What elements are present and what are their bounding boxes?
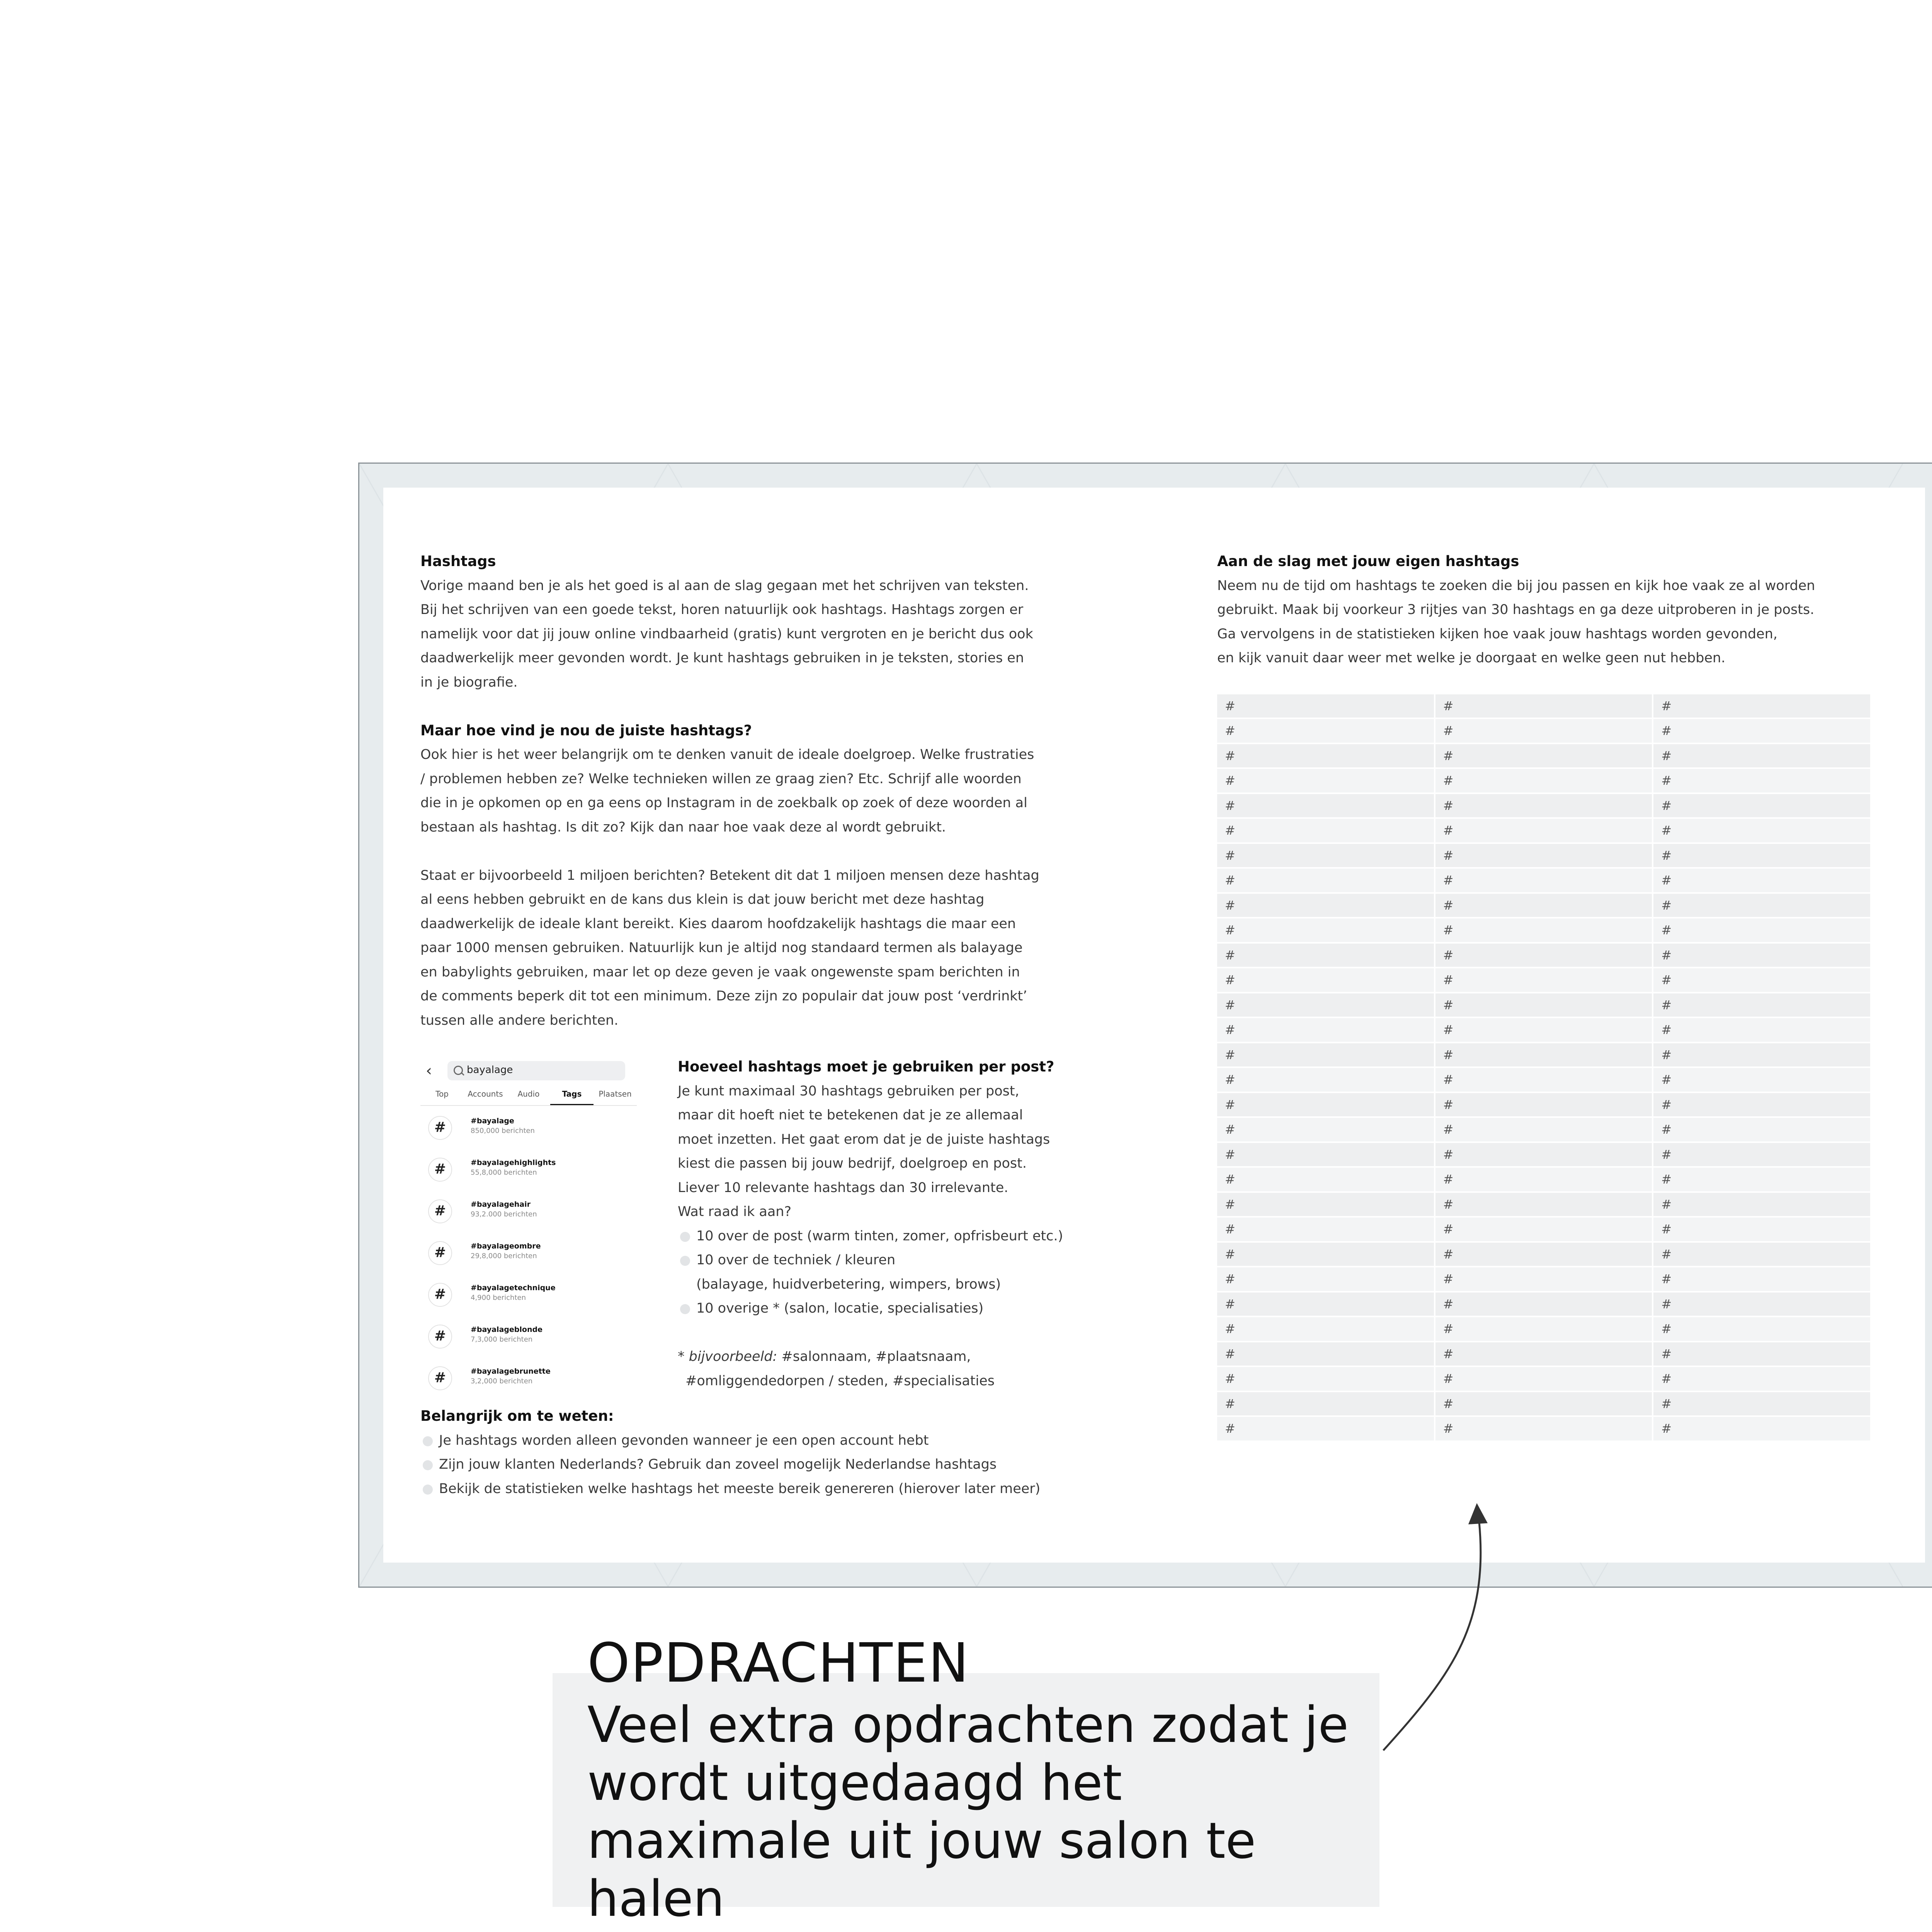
bullet-item: 10 overige * (salon, locatie, specialisaties) xyxy=(678,1296,1087,1321)
table-row xyxy=(1217,1417,1870,1442)
hashtag-icon: # xyxy=(428,1158,452,1182)
hashtag-icon: # xyxy=(428,1283,452,1307)
table-row xyxy=(1217,844,1870,869)
hashtag-cell[interactable]: # xyxy=(1653,894,1870,917)
hashtag-cell[interactable]: # xyxy=(1435,719,1652,743)
hashtag-cell[interactable]: # xyxy=(1653,769,1870,793)
hashtag-cell[interactable]: # xyxy=(1653,1168,1870,1191)
right-page xyxy=(1217,549,1874,1442)
tag-name: #bayalageombre xyxy=(471,1242,541,1250)
text-line: Vorige maand ben je als het goed is al aan de slag gegaan met het schrijven van teksten. xyxy=(420,578,1029,594)
hashtag-cell[interactable]: # xyxy=(1435,819,1652,842)
text-line: al eens hebben gebruikt en de kans dus klein is dat jouw bericht met deze hashtag xyxy=(420,892,985,907)
text-line: gebruikt. Maak bij voorkeur 3 rijtjes van 30 hashtags en ga deze uitproberen in je posts. xyxy=(1217,602,1815,617)
tag-count: 7,3,000 berichten xyxy=(471,1335,533,1344)
hashtag-cell[interactable]: # xyxy=(1217,844,1434,867)
hashtag-cell[interactable]: # xyxy=(1653,1143,1870,1167)
hashtag-cell[interactable]: # xyxy=(1653,844,1870,867)
table-row xyxy=(1217,1392,1870,1417)
tag-count: 29,8,000 berichten xyxy=(471,1252,537,1260)
hashtag-cell[interactable]: # xyxy=(1653,719,1870,743)
text-line: de comments beperk dit tot een minimum. Deze zijn zo populair dat jouw post ‘verdrinkt’ xyxy=(420,988,1027,1004)
hashtag-cell[interactable]: # xyxy=(1217,819,1434,842)
left-page xyxy=(420,549,1085,1501)
tab-audio: Audio xyxy=(517,1089,540,1099)
hashtag-cell[interactable]: # xyxy=(1653,1218,1870,1241)
bullet-item: 10 over de post (warm tinten, zomer, opfrisbeurt etc.) xyxy=(678,1224,1087,1248)
hashtag-cell[interactable]: # xyxy=(1653,1243,1870,1266)
text-line: daadwerkelijk de ideale klant bereikt. Kies daarom hoofdzakelijk hashtags die maar een xyxy=(420,916,1016,932)
tab-plaatsen: Plaatsen xyxy=(599,1089,632,1099)
hashtag-icon: # xyxy=(428,1199,452,1223)
hashtag-cell[interactable]: # xyxy=(1435,1317,1652,1341)
how-many-bullets xyxy=(678,1224,1087,1321)
hashtag-cell[interactable]: # xyxy=(1653,1342,1870,1366)
table-row xyxy=(1217,1143,1870,1168)
hashtag-cell[interactable]: # xyxy=(1653,968,1870,992)
text-line: in je biografie. xyxy=(420,674,518,690)
example-note-line2: #omliggendedorpen / steden, #specialisaties xyxy=(685,1373,995,1389)
table-row xyxy=(1217,944,1870,969)
tag-name: #bayalage xyxy=(471,1117,514,1125)
text-line: die in je opkomen op en ga eens op Instagram in de zoekbalk op zoek of deze woorden al xyxy=(420,795,1027,811)
hashtag-cell[interactable]: # xyxy=(1653,744,1870,768)
hashtag-cell[interactable]: # xyxy=(1217,1018,1434,1042)
tag-result-row xyxy=(420,1273,637,1315)
hashtag-cell[interactable]: # xyxy=(1435,1218,1652,1241)
hashtag-cell[interactable]: # xyxy=(1217,1392,1434,1416)
table-row xyxy=(1217,993,1870,1019)
tag-count: 3,2,000 berichten xyxy=(471,1377,533,1385)
table-row xyxy=(1217,968,1870,993)
hashtag-worksheet-table xyxy=(1217,694,1870,1442)
tag-count: 55,8,000 berichten xyxy=(471,1168,537,1177)
hashtag-cell[interactable]: # xyxy=(1217,869,1434,892)
hashtag-cell[interactable]: # xyxy=(1217,1417,1434,1440)
hashtag-cell[interactable]: # xyxy=(1217,1218,1434,1241)
hashtag-cell[interactable]: # xyxy=(1653,1367,1870,1391)
table-row xyxy=(1217,1043,1870,1068)
hashtag-cell[interactable]: # xyxy=(1653,1043,1870,1067)
tag-result-row xyxy=(420,1356,637,1398)
hashtag-cell[interactable]: # xyxy=(1435,1168,1652,1191)
hashtag-cell[interactable]: # xyxy=(1217,1317,1434,1341)
hashtag-cell[interactable]: # xyxy=(1435,794,1652,818)
hashtag-cell[interactable]: # xyxy=(1217,1068,1434,1092)
spread-page xyxy=(383,488,1925,1563)
table-row xyxy=(1217,1267,1870,1293)
tag-result-row xyxy=(420,1106,637,1148)
hashtag-cell[interactable]: # xyxy=(1217,769,1434,793)
own-hashtags-heading: Aan de slag met jouw eigen hashtags xyxy=(1217,553,1519,570)
hashtag-icon: # xyxy=(428,1366,452,1390)
text-line: / problemen hebben ze? Welke technieken willen ze graag zien? Etc. Schrijf alle woorden xyxy=(420,771,1022,787)
table-row xyxy=(1217,1293,1870,1318)
hashtag-cell[interactable]: # xyxy=(1217,968,1434,992)
text-line: Wat raad ik aan? xyxy=(678,1204,792,1219)
hashtag-icon: # xyxy=(428,1241,452,1265)
back-arrow-icon: ‹ xyxy=(426,1062,432,1080)
hashtag-cell[interactable]: # xyxy=(1653,993,1870,1017)
text-line: Neem nu de tijd om hashtags te zoeken die bij jou passen en kijk hoe vaak ze al worden xyxy=(1217,578,1815,594)
hashtag-cell[interactable]: # xyxy=(1217,1093,1434,1117)
instagram-search-screenshot xyxy=(420,1060,637,1400)
hashtag-cell[interactable]: # xyxy=(1217,694,1434,718)
hashtag-cell[interactable]: # xyxy=(1435,1143,1652,1167)
hashtag-cell[interactable]: # xyxy=(1217,894,1434,917)
text-line: Ga vervolgens in de statistieken kijken hoe vaak jouw hashtags worden gevonden, xyxy=(1217,626,1778,642)
hashtag-cell[interactable]: # xyxy=(1217,719,1434,743)
hashtag-cell[interactable]: # xyxy=(1435,1093,1652,1117)
hashtag-cell[interactable]: # xyxy=(1435,1243,1652,1266)
hashtag-cell[interactable]: # xyxy=(1435,1342,1652,1366)
hashtag-cell[interactable]: # xyxy=(1435,1068,1652,1092)
tag-count: 850,000 berichten xyxy=(471,1127,535,1135)
find-hashtags-paragraph xyxy=(420,743,1085,839)
hashtag-cell[interactable]: # xyxy=(1653,1193,1870,1216)
hashtag-cell[interactable]: # xyxy=(1435,869,1652,892)
text-line: Bij het schrijven van een goede tekst, horen natuurlijk ook hashtags. Hashtags zorgen er xyxy=(420,602,1024,617)
tag-name: #bayalagetechnique xyxy=(471,1284,556,1292)
text-line: namelijk voor dat jij jouw online vindbaarheid (gratis) kunt vergroten en je bericht dus ook xyxy=(420,626,1033,642)
find-hashtags-heading: Maar hoe vind je nou de juiste hashtags? xyxy=(420,722,752,739)
search-query: bayalage xyxy=(467,1064,513,1076)
hashtag-cell[interactable]: # xyxy=(1653,1417,1870,1440)
hashtag-cell[interactable]: # xyxy=(1435,993,1652,1017)
own-hashtags-paragraph xyxy=(1217,574,1874,670)
hashtag-cell[interactable]: # xyxy=(1217,1267,1434,1291)
tag-name: #bayalageblonde xyxy=(471,1325,543,1334)
hashtag-cell[interactable]: # xyxy=(1653,1293,1870,1316)
example-note: * bijvoorbeeld: #salonnaam, #plaatsnaam, xyxy=(678,1349,971,1364)
hashtag-icon: # xyxy=(428,1116,452,1140)
search-icon xyxy=(454,1066,463,1075)
text-line: Staat er bijvoorbeeld 1 miljoen berichten? Betekent dit dat 1 miljoen mensen deze hashtag xyxy=(420,867,1039,883)
hashtag-cell[interactable]: # xyxy=(1217,1118,1434,1141)
table-row xyxy=(1217,894,1870,919)
tag-results xyxy=(420,1106,637,1398)
table-row xyxy=(1217,1342,1870,1367)
hashtag-cell[interactable]: # xyxy=(1435,744,1652,768)
table-row xyxy=(1217,1218,1870,1243)
hashtag-cell[interactable]: # xyxy=(1217,1043,1434,1067)
hashtag-cell[interactable]: # xyxy=(1653,819,1870,842)
text-line: Ook hier is het weer belangrijk om te denken vanuit de ideale doelgroep. Welke frustraties xyxy=(420,747,1034,762)
pointer-arrow-icon xyxy=(1376,1495,1522,1766)
table-row xyxy=(1217,719,1870,744)
tag-name: #bayalagehair xyxy=(471,1200,531,1209)
hashtag-cell[interactable]: # xyxy=(1217,993,1434,1017)
hashtag-cell[interactable]: # xyxy=(1217,1342,1434,1366)
hashtag-cell[interactable]: # xyxy=(1217,1143,1434,1167)
table-row xyxy=(1217,819,1870,844)
hashtag-cell[interactable]: # xyxy=(1435,1118,1652,1141)
important-bullets xyxy=(420,1429,1085,1501)
text-line: bestaan als hashtag. Is dit zo? Kijk dan naar hoe vaak deze al wordt gebruikt. xyxy=(420,819,946,835)
bullet-item: Je hashtags worden alleen gevonden wanneer je een open account hebt xyxy=(420,1429,1085,1453)
hashtag-cell[interactable]: # xyxy=(1217,1243,1434,1266)
tag-count: 93,2.000 berichten xyxy=(471,1210,537,1218)
table-row xyxy=(1217,1068,1870,1093)
hashtag-cell[interactable]: # xyxy=(1435,944,1652,967)
hashtag-cell[interactable]: # xyxy=(1653,694,1870,718)
hashtag-cell[interactable]: # xyxy=(1435,918,1652,942)
hashtag-cell[interactable]: # xyxy=(1653,918,1870,942)
text-line: kiest die passen bij jouw bedrijf, doelgroep en post. xyxy=(678,1156,1027,1171)
bullet-item: Zijn jouw klanten Nederlands? Gebruik dan zoveel mogelijk Nederlandse hashtags xyxy=(420,1452,1085,1477)
table-row xyxy=(1217,694,1870,719)
hashtag-cell[interactable]: # xyxy=(1435,1018,1652,1042)
hashtag-cell[interactable]: # xyxy=(1217,1193,1434,1216)
callout-body: Veel extra opdrachten zodat je wordt uitgedaagd het maximale uit jouw salon te halen xyxy=(587,1696,1349,1928)
hashtag-cell[interactable]: # xyxy=(1653,1392,1870,1416)
hashtag-cell[interactable]: # xyxy=(1217,1168,1434,1191)
hashtag-cell[interactable]: # xyxy=(1653,1068,1870,1092)
hashtag-cell[interactable]: # xyxy=(1435,1392,1652,1416)
table-row xyxy=(1217,1317,1870,1342)
text-line: en kijk vanuit daar weer met welke je doorgaat en welke geen nut hebben. xyxy=(1217,650,1726,666)
table-row xyxy=(1217,1118,1870,1143)
hashtag-cell[interactable]: # xyxy=(1653,944,1870,967)
text-line: daadwerkelijk meer gevonden wordt. Je kunt hashtags gebruiken in je teksten, stories en xyxy=(420,650,1024,666)
hashtag-cell[interactable]: # xyxy=(1435,968,1652,992)
text-line: paar 1000 mensen gebruiken. Natuurlijk kun je altijd nog standaard termen als balayage xyxy=(420,940,1023,956)
book-spread xyxy=(358,463,1932,1588)
text-line: moet inzetten. Het gaat erom dat je de juiste hashtags xyxy=(678,1131,1050,1147)
important-heading: Belangrijk om te weten: xyxy=(420,1408,614,1424)
example-paragraph xyxy=(420,864,1085,1033)
table-row xyxy=(1217,1243,1870,1268)
text-line: tussen alle andere berichten. xyxy=(420,1012,619,1028)
how-many-section xyxy=(678,1055,1087,1393)
hashtag-cell[interactable]: # xyxy=(1653,1093,1870,1117)
lower-section xyxy=(420,1060,1085,1400)
table-row xyxy=(1217,769,1870,794)
bullet-continuation: (balayage, huidverbetering, wimpers, brows) xyxy=(696,1276,1001,1292)
tag-result-row xyxy=(420,1315,637,1356)
hashtag-cell[interactable]: # xyxy=(1217,794,1434,818)
hashtags-paragraph xyxy=(420,574,1085,695)
tab-accounts: Accounts xyxy=(468,1089,503,1099)
tab-top: Top xyxy=(435,1089,449,1099)
table-row xyxy=(1217,918,1870,944)
hashtag-cell[interactable]: # xyxy=(1653,869,1870,892)
tag-result-row xyxy=(420,1148,637,1189)
tag-count: 4,900 berichten xyxy=(471,1294,526,1302)
text-line: Liever 10 relevante hashtags dan 30 irrelevante. xyxy=(678,1180,1009,1196)
table-row xyxy=(1217,1018,1870,1043)
table-row xyxy=(1217,1367,1870,1392)
hashtag-cell[interactable]: # xyxy=(1217,944,1434,967)
table-row xyxy=(1217,1093,1870,1118)
tag-result-row xyxy=(420,1231,637,1273)
hashtag-cell[interactable]: # xyxy=(1653,1018,1870,1042)
hashtag-cell[interactable]: # xyxy=(1435,1043,1652,1067)
hashtag-cell[interactable]: # xyxy=(1435,894,1652,917)
hashtag-cell[interactable]: # xyxy=(1435,1193,1652,1216)
callout-title: OPDRACHTEN xyxy=(587,1632,970,1695)
hashtag-cell[interactable]: # xyxy=(1217,918,1434,942)
hashtag-cell[interactable]: # xyxy=(1217,1367,1434,1391)
hashtag-cell[interactable]: # xyxy=(1435,694,1652,718)
hashtag-cell[interactable]: # xyxy=(1435,1367,1652,1391)
hashtag-cell[interactable]: # xyxy=(1217,1293,1434,1316)
text-line: Je kunt maximaal 30 hashtags gebruiken per post, xyxy=(678,1083,1019,1099)
table-row xyxy=(1217,869,1870,894)
hashtag-cell[interactable]: # xyxy=(1653,794,1870,818)
hashtag-cell[interactable]: # xyxy=(1435,844,1652,867)
tag-name: #bayalagehighlights xyxy=(471,1158,556,1167)
hashtag-cell[interactable]: # xyxy=(1435,1293,1652,1316)
how-many-heading: Hoeveel hashtags moet je gebruiken per post? xyxy=(678,1058,1054,1075)
bullet-item: Bekijk de statistieken welke hashtags het meeste bereik genereren (hierover later meer) xyxy=(420,1477,1085,1501)
search-input xyxy=(447,1061,625,1080)
text-line: en babylights gebruiken, maar let op deze geven je vaak ongewenste spam berichten in xyxy=(420,964,1020,980)
table-row xyxy=(1217,744,1870,769)
table-row xyxy=(1217,1168,1870,1193)
hashtag-cell[interactable]: # xyxy=(1435,1267,1652,1291)
search-tabs xyxy=(420,1084,637,1106)
hashtag-cell[interactable]: # xyxy=(1435,1417,1652,1440)
hashtag-cell[interactable]: # xyxy=(1653,1118,1870,1141)
hashtag-cell[interactable]: # xyxy=(1217,744,1434,768)
hashtag-cell[interactable]: # xyxy=(1653,1267,1870,1291)
hashtag-cell[interactable]: # xyxy=(1435,769,1652,793)
hashtag-icon: # xyxy=(428,1325,452,1349)
how-many-paragraph xyxy=(678,1079,1087,1224)
table-row xyxy=(1217,1193,1870,1218)
text-line: maar dit hoeft niet te betekenen dat je ze allemaal xyxy=(678,1107,1023,1123)
tab-tags: Tags xyxy=(550,1084,594,1105)
bullet-item: 10 over de techniek / kleuren xyxy=(678,1248,1087,1272)
hashtag-cell[interactable]: # xyxy=(1653,1317,1870,1341)
table-row xyxy=(1217,794,1870,819)
tag-result-row xyxy=(420,1189,637,1231)
tag-name: #bayalagebrunette xyxy=(471,1367,551,1376)
hashtags-heading: Hashtags xyxy=(420,553,496,570)
